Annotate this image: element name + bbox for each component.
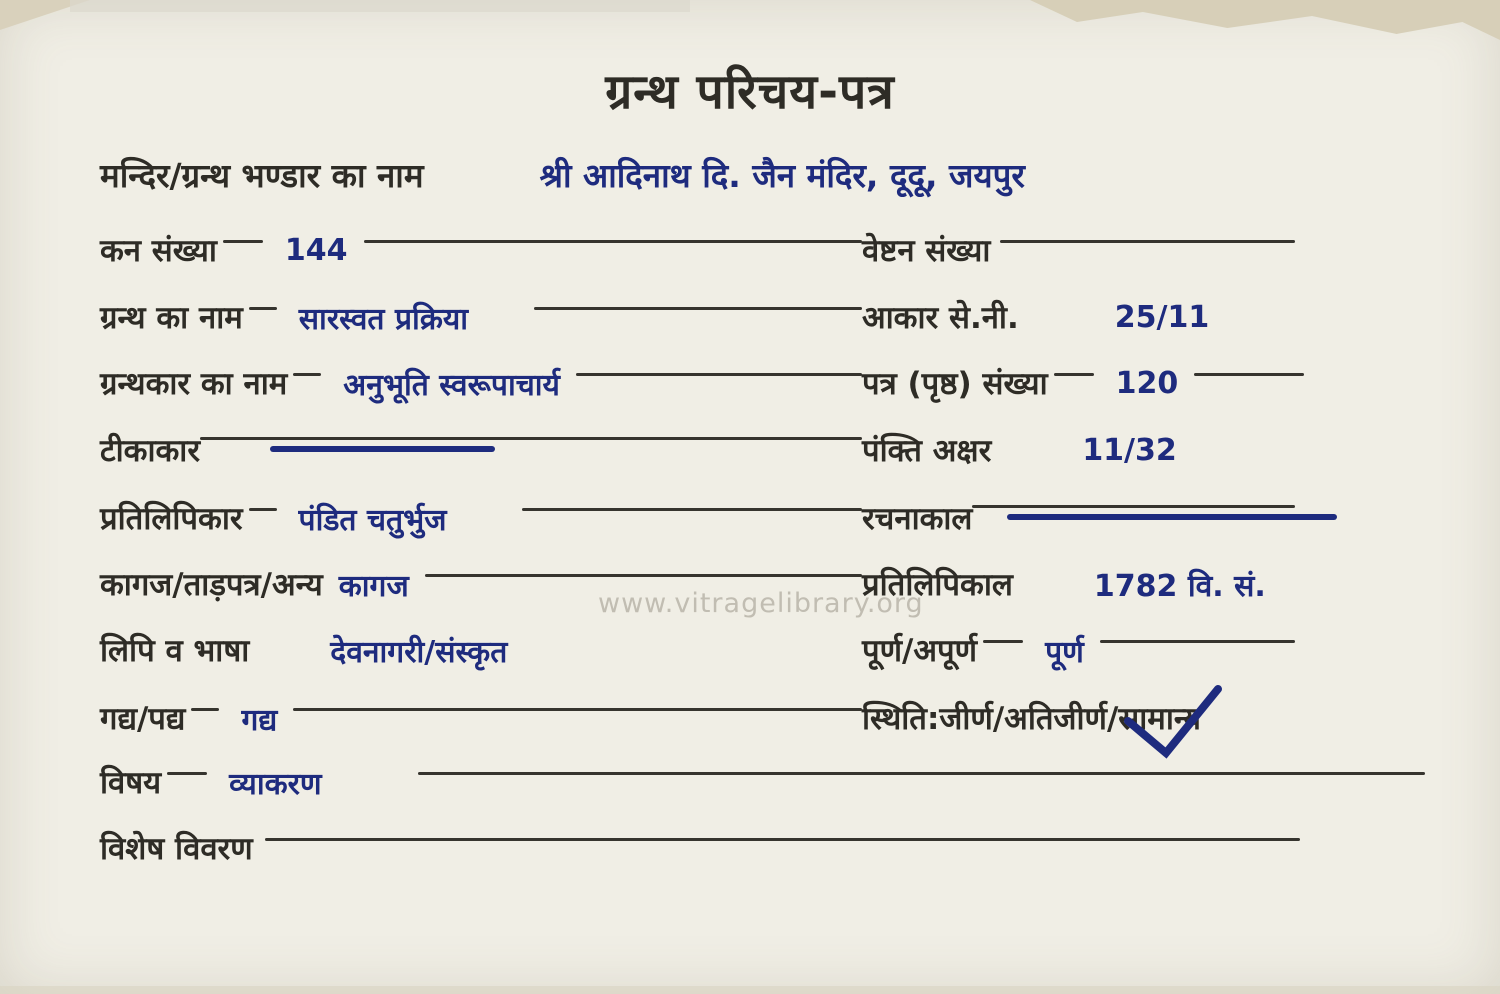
rule-line bbox=[265, 838, 1300, 841]
rule-line bbox=[200, 437, 862, 440]
field-value-kan-sankhya: 144 bbox=[284, 232, 348, 268]
row-mandir-bhandar bbox=[100, 148, 1425, 200]
rule-line bbox=[534, 307, 862, 310]
field-value-pratilipikal: 1782 वि. सं. bbox=[1093, 568, 1266, 604]
field-label-pratilipikar: प्रतिलिपिकार bbox=[100, 501, 243, 537]
scan-edge-artifact bbox=[1030, 0, 1500, 40]
scan-edge-artifact bbox=[70, 0, 690, 12]
field-label-sthiti: स्थिति:जीर्ण/अतिजीर्ण/ bbox=[862, 701, 1119, 737]
row-lipi-purnapurn bbox=[100, 624, 1425, 676]
rule-line bbox=[1100, 640, 1295, 643]
field-value-pratilipikar: पंडित चतुर्भुज bbox=[298, 502, 447, 538]
row-kan-veshtan bbox=[100, 224, 1425, 276]
field-label-pankti-akshar: पंक्ति अक्षर bbox=[862, 433, 992, 469]
row-granthnaam-aakar bbox=[100, 291, 1425, 343]
field-label-granthkar-naam: ग्रन्थकार का नाम bbox=[100, 366, 288, 402]
field-value-vishay: व्याकरण bbox=[229, 766, 322, 802]
field-value-aakar: 25/11 bbox=[1114, 299, 1210, 335]
field-label-kagaz: कागज/ताड़पत्र/अन्य bbox=[100, 567, 323, 603]
rule-line bbox=[249, 307, 277, 310]
rule-line bbox=[167, 772, 207, 775]
row-gadya-sthiti bbox=[100, 692, 1425, 744]
field-label-rachnakal: रचनाकाल bbox=[862, 501, 973, 537]
field-value-pankti-akshar: 11/32 bbox=[1082, 432, 1177, 468]
field-label-aakar: आकार से.नी. bbox=[862, 300, 1019, 336]
rule-line bbox=[425, 574, 862, 577]
row-vishay bbox=[100, 756, 1425, 808]
field-label-pratilipikal: प्रतिलिपिकाल bbox=[862, 567, 1013, 603]
field-value-rachnakal-blank bbox=[972, 492, 1295, 544]
field-value-tikakar-blank bbox=[200, 424, 862, 476]
rule-line bbox=[191, 708, 219, 711]
rule-line bbox=[293, 708, 862, 711]
row-vishesh-vivaran bbox=[100, 822, 1425, 874]
field-label-mandir-bhandar: मन्दिर/ग्रन्थ भण्डार का नाम bbox=[100, 155, 424, 195]
field-label-kan-sankhya: कन संख्या bbox=[100, 233, 217, 269]
rule-line bbox=[223, 240, 263, 243]
row-tikakar-pankti bbox=[100, 424, 1425, 476]
field-label-vishay: विषय bbox=[100, 765, 162, 801]
sthiti-checked-option bbox=[1118, 697, 1201, 739]
handwritten-blank-line bbox=[270, 446, 495, 452]
field-label-patra-sankhya: पत्र (पृष्ठ) संख्या bbox=[862, 366, 1048, 402]
field-value-granth-naam: सारस्वत प्रक्रिया bbox=[298, 301, 469, 337]
rule-line bbox=[983, 640, 1023, 643]
field-value-mandir-bhandar: श्री आदिनाथ दि. जैन मंदिर, दूदू, जयपुर bbox=[539, 155, 1025, 195]
rule-line bbox=[522, 508, 862, 511]
rule-line bbox=[972, 505, 1295, 508]
field-label-purn-apurn: पूर्ण/अपूर्ण bbox=[862, 633, 978, 669]
rule-line bbox=[249, 508, 277, 511]
field-label-lipi-bhasha: लिपि व भाषा bbox=[100, 633, 250, 669]
field-value-purn-apurn: पूर्ण bbox=[1045, 634, 1084, 670]
page-title: ग्रन्थ परिचय-पत्र bbox=[605, 64, 895, 120]
rule-line bbox=[418, 772, 1425, 775]
field-label-vishesh-vivaran: विशेष विवरण bbox=[100, 831, 253, 867]
field-value-granthkar-naam: अनुभूति स्वरूपाचार्य bbox=[343, 367, 560, 403]
rule-line bbox=[364, 240, 862, 243]
field-value-gadya-padya: गद्य bbox=[241, 702, 278, 738]
scan-edge-artifact bbox=[0, 986, 1500, 994]
field-label-tikakar: टीकाकार bbox=[100, 433, 201, 469]
field-value-patra-sankhya: 120 bbox=[1115, 365, 1179, 401]
watermark-text: www.vitragelibrary.org bbox=[598, 588, 924, 619]
row-granthkar-patra bbox=[100, 357, 1425, 409]
row-pratilipikar-rachnakal bbox=[100, 492, 1425, 544]
handwritten-blank-line bbox=[1007, 514, 1337, 520]
field-label-gadya-padya: गद्य/पद्य bbox=[100, 701, 186, 737]
rule-line bbox=[293, 373, 321, 376]
row-kagaz-pratilipikal bbox=[100, 558, 1425, 610]
field-value-lipi-bhasha: देवनागरी/संस्कृत bbox=[330, 634, 508, 670]
rule-line bbox=[576, 373, 862, 376]
field-label-granth-naam: ग्रन्थ का नाम bbox=[100, 300, 243, 336]
sthiti-checked-option-text: सामान्य bbox=[1118, 701, 1201, 737]
rule-line bbox=[1054, 373, 1094, 376]
field-value-kagaz: कागज bbox=[338, 568, 409, 604]
field-label-veshtan-sankhya: वेष्टन संख्या bbox=[862, 233, 991, 269]
rule-line bbox=[1194, 373, 1304, 376]
rule-line bbox=[1000, 240, 1295, 243]
